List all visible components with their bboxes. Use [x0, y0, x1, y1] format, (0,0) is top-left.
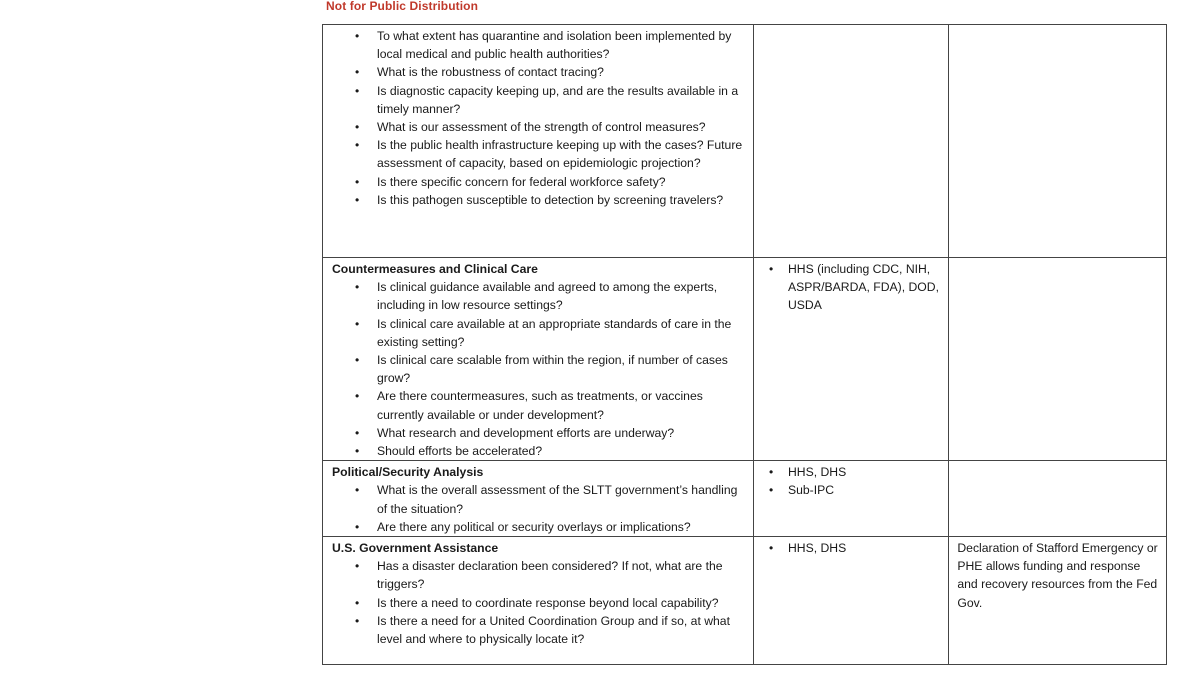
list-item: • Sub-IPC — [762, 481, 942, 499]
list-item: • Has a disaster declaration been considered? If not, what are the triggers? — [331, 557, 747, 593]
list-item: • Are there countermeasures, such as treatments, or vaccines currently available or under development? — [331, 387, 747, 423]
list-item: • What research and development efforts are underway? — [331, 424, 747, 442]
note-text: Declaration of Stafford Emergency or PHE allows funding and response and recovery resources from the Fed Gov. — [957, 541, 1158, 610]
notes-cell — [949, 258, 1167, 461]
agency-list — [762, 463, 942, 499]
table-row — [323, 25, 1167, 258]
notes-cell — [949, 537, 1167, 665]
agencies-cell — [753, 25, 948, 258]
list-item: • Should efforts be accelerated? — [331, 442, 747, 460]
list-item: • Is this pathogen susceptible to detection by screening travelers? — [331, 191, 747, 209]
distribution-notice: Not for Public Distribution — [326, 0, 479, 13]
list-item: • Is clinical guidance available and agreed to among the experts, including in low resource settings? — [331, 278, 747, 314]
question-list — [331, 557, 747, 648]
notes-cell — [949, 461, 1167, 537]
list-item: • Is diagnostic capacity keeping up, and are the results available in a timely manner? — [331, 82, 747, 118]
questions-cell — [323, 258, 754, 461]
list-item: • Is clinical care scalable from within the region, if number of cases grow? — [331, 351, 747, 387]
question-list — [331, 481, 747, 536]
question-list — [331, 278, 747, 460]
questions-cell — [323, 537, 754, 665]
agency-list — [762, 539, 942, 557]
section-title: Political/Security Analysis — [332, 465, 484, 480]
questions-cell — [323, 461, 754, 537]
list-item: • Is the public health infrastructure keeping up with the cases? Future assessment of capacity, based on epidemiologic projection? — [331, 136, 747, 172]
agency-list — [762, 260, 942, 315]
section-title: Countermeasures and Clinical Care — [332, 262, 538, 276]
list-item: • HHS, DHS — [762, 463, 942, 481]
notes-cell — [949, 25, 1167, 258]
agencies-cell — [753, 258, 948, 461]
assessment-table — [322, 24, 1167, 665]
question-list — [331, 27, 747, 209]
list-item: • What is our assessment of the strength of control measures? — [331, 118, 747, 136]
section-title: U.S. Government Assistance — [332, 541, 499, 556]
list-item: • Is there specific concern for federal workforce safety? — [331, 173, 747, 191]
table-row — [323, 537, 1167, 665]
list-item: • What is the robustness of contact tracing? — [331, 63, 747, 81]
agencies-cell — [753, 461, 948, 537]
list-item: • Are there any political or security overlays or implications? — [331, 518, 747, 536]
list-item: • Is clinical care available at an appropriate standards of care in the existing setting? — [331, 315, 747, 351]
list-item: • What is the overall assessment of the SLTT government’s handling of the situation? — [331, 481, 747, 517]
list-item: • To what extent has quarantine and isolation been implemented by local medical and public health authorities? — [331, 27, 747, 63]
agencies-cell — [753, 537, 948, 665]
table-row — [323, 258, 1167, 461]
list-item: • Is there a need for a United Coordination Group and if so, at what level and where to physically locate it? — [331, 612, 747, 648]
table-row — [323, 461, 1167, 537]
list-item: • HHS, DHS — [762, 539, 942, 557]
list-item: • HHS (including CDC, NIH, ASPR/BARDA, FDA), DOD, USDA — [762, 260, 942, 315]
questions-cell — [323, 25, 754, 258]
list-item: • Is there a need to coordinate response beyond local capability? — [331, 594, 747, 612]
